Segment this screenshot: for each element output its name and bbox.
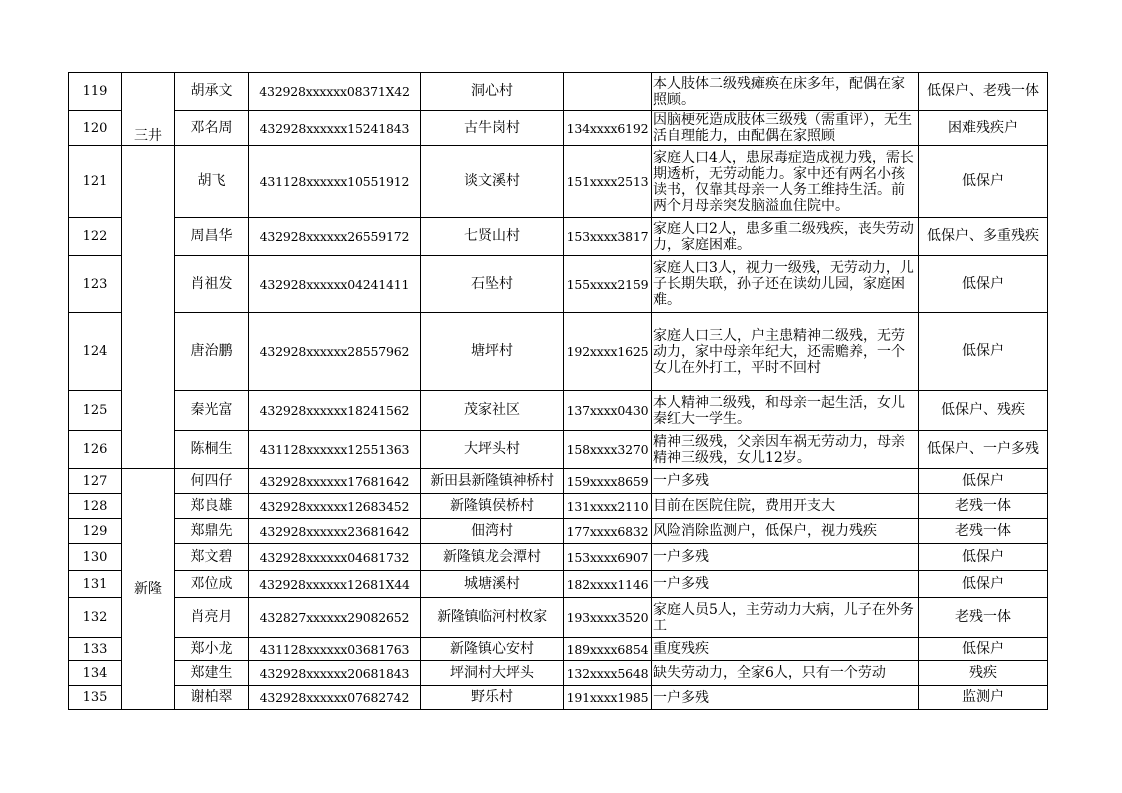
- note-cell: 家庭人员5人，主劳动力大病，儿子在外务工: [652, 598, 919, 638]
- name-cell: 陈桐生: [175, 431, 249, 469]
- town-cell-xinlong: 新隆: [122, 469, 175, 710]
- note-cell: 家庭人口三人，户主患精神二级残，无劳动力，家中母亲年纪大，还需赡养，一个女儿在外打工，平时不回村: [652, 313, 919, 391]
- table-row: [69, 519, 1048, 544]
- name-cell: 何四仔: [175, 469, 249, 494]
- note-cell: 精神三级残，父亲因车祸无劳动力，母亲精神三级残，女儿12岁。: [652, 431, 919, 469]
- row-number: 133: [69, 638, 122, 661]
- phone-cell: 177xxxx6832: [564, 519, 652, 544]
- row-number: 119: [69, 73, 122, 111]
- village-cell: 城塘溪村: [421, 571, 564, 598]
- town-cell-sanjing-cont: [122, 146, 175, 469]
- category-cell: 低保户: [919, 146, 1048, 218]
- id-cell: 432928xxxxxx17681642: [249, 469, 421, 494]
- village-cell: 佃湾村: [421, 519, 564, 544]
- table-row: [69, 686, 1048, 710]
- name-cell: 肖亮月: [175, 598, 249, 638]
- table-row: [69, 638, 1048, 661]
- category-cell: 监测户: [919, 686, 1048, 710]
- category-cell: 低保户、残疾: [919, 391, 1048, 431]
- phone-cell: 134xxxx6192: [564, 111, 652, 146]
- village-cell: 坪洞村大坪头: [421, 661, 564, 686]
- category-cell: 低保户: [919, 544, 1048, 571]
- name-cell: 唐治鹏: [175, 313, 249, 391]
- name-cell: 郑鼎先: [175, 519, 249, 544]
- phone-cell: 155xxxx2159: [564, 256, 652, 313]
- name-cell: 胡飞: [175, 146, 249, 218]
- note-cell: 本人精神二级残，和母亲一起生活，女儿秦红大一学生。: [652, 391, 919, 431]
- note-cell: 因脑梗死造成肢体三级残（需重评），无生活自理能力，由配偶在家照顾: [652, 111, 919, 146]
- note-cell: 一户多残: [652, 544, 919, 571]
- id-cell: 432928xxxxxx15241843: [249, 111, 421, 146]
- id-cell: 431128xxxxxx03681763: [249, 638, 421, 661]
- phone-cell: [564, 73, 652, 111]
- note-cell: 缺失劳动力，全家6人，只有一个劳动: [652, 661, 919, 686]
- row-number: 122: [69, 218, 122, 256]
- id-cell: 432928xxxxxx04241411: [249, 256, 421, 313]
- category-cell: 低保户、老残一体: [919, 73, 1048, 111]
- note-cell: 家庭人口4人，患尿毒症造成视力残，需长期透析，无劳动能力。家中还有两名小孩读书，仅靠其母亲一人务工维持生活。前两个月母亲突发脑溢血住院中。: [652, 146, 919, 218]
- note-cell: 一户多残: [652, 686, 919, 710]
- phone-cell: 191xxxx1985: [564, 686, 652, 710]
- category-cell: 低保户: [919, 638, 1048, 661]
- note-cell: 家庭人口2人，患多重二级残疾，丧失劳动力，家庭困难。: [652, 218, 919, 256]
- row-number: 123: [69, 256, 122, 313]
- note-cell: 重度残疾: [652, 638, 919, 661]
- name-cell: 秦光富: [175, 391, 249, 431]
- category-cell: 低保户、一户多残: [919, 431, 1048, 469]
- row-number: 129: [69, 519, 122, 544]
- row-number: 132: [69, 598, 122, 638]
- row-number: 121: [69, 146, 122, 218]
- table-row: [69, 571, 1048, 598]
- phone-cell: 153xxxx3817: [564, 218, 652, 256]
- table-row: [69, 73, 1048, 111]
- village-cell: 大坪头村: [421, 431, 564, 469]
- row-number: 128: [69, 494, 122, 519]
- village-cell: 石坠村: [421, 256, 564, 313]
- note-cell: 家庭人口3人，视力一级残，无劳动力，儿子长期失联，孙子还在读幼儿园，家庭困难。: [652, 256, 919, 313]
- village-cell: 新隆镇侯桥村: [421, 494, 564, 519]
- phone-cell: 182xxxx1146: [564, 571, 652, 598]
- town-cell-sanjing: 三井: [122, 73, 175, 146]
- village-cell: 洞心村: [421, 73, 564, 111]
- name-cell: 邓位成: [175, 571, 249, 598]
- records-table: [68, 72, 1048, 710]
- row-number: 131: [69, 571, 122, 598]
- note-cell: 一户多残: [652, 571, 919, 598]
- table-row: [69, 313, 1048, 391]
- phone-cell: 132xxxx5648: [564, 661, 652, 686]
- category-cell: 老残一体: [919, 494, 1048, 519]
- phone-cell: 158xxxx3270: [564, 431, 652, 469]
- category-cell: 老残一体: [919, 598, 1048, 638]
- table-row: [69, 494, 1048, 519]
- name-cell: 胡承文: [175, 73, 249, 111]
- row-number: 135: [69, 686, 122, 710]
- category-cell: 老残一体: [919, 519, 1048, 544]
- category-cell: 低保户: [919, 469, 1048, 494]
- category-cell: 低保户: [919, 256, 1048, 313]
- phone-cell: 153xxxx6907: [564, 544, 652, 571]
- id-cell: 432928xxxxxx26559172: [249, 218, 421, 256]
- table-row: [69, 146, 1048, 218]
- category-cell: 低保户、多重残疾: [919, 218, 1048, 256]
- phone-cell: 189xxxx6854: [564, 638, 652, 661]
- phone-cell: 193xxxx3520: [564, 598, 652, 638]
- village-cell: 谈文溪村: [421, 146, 564, 218]
- name-cell: 肖祖发: [175, 256, 249, 313]
- id-cell: 432928xxxxxx08371X42: [249, 73, 421, 111]
- name-cell: 郑小龙: [175, 638, 249, 661]
- category-cell: 困难残疾户: [919, 111, 1048, 146]
- row-number: 134: [69, 661, 122, 686]
- table-row: [69, 111, 1048, 146]
- village-cell: 新隆镇龙会潭村: [421, 544, 564, 571]
- table-row: [69, 256, 1048, 313]
- village-cell: 古牛岗村: [421, 111, 564, 146]
- name-cell: 郑良雄: [175, 494, 249, 519]
- id-cell: 432928xxxxxx23681642: [249, 519, 421, 544]
- phone-cell: 137xxxx0430: [564, 391, 652, 431]
- note-cell: 风险消除监测户，低保户，视力残疾: [652, 519, 919, 544]
- phone-cell: 131xxxx2110: [564, 494, 652, 519]
- table-row: [69, 598, 1048, 638]
- village-cell: 新隆镇心安村: [421, 638, 564, 661]
- id-cell: 432928xxxxxx18241562: [249, 391, 421, 431]
- village-cell: 塘坪村: [421, 313, 564, 391]
- row-number: 125: [69, 391, 122, 431]
- table-row: [69, 544, 1048, 571]
- id-cell: 432928xxxxxx20681843: [249, 661, 421, 686]
- id-cell: 432928xxxxxx28557962: [249, 313, 421, 391]
- category-cell: 残疾: [919, 661, 1048, 686]
- id-cell: 432928xxxxxx12681X44: [249, 571, 421, 598]
- note-cell: 一户多残: [652, 469, 919, 494]
- village-cell: 新田县新隆镇神桥村: [421, 469, 564, 494]
- name-cell: 谢柏翠: [175, 686, 249, 710]
- village-cell: 野乐村: [421, 686, 564, 710]
- phone-cell: 159xxxx8659: [564, 469, 652, 494]
- row-number: 124: [69, 313, 122, 391]
- phone-cell: 151xxxx2513: [564, 146, 652, 218]
- note-cell: 本人肢体二级残瘫痪在床多年，配偶在家照顾。: [652, 73, 919, 111]
- table-row: [69, 469, 1048, 494]
- village-cell: 七贤山村: [421, 218, 564, 256]
- id-cell: 432928xxxxxx04681732: [249, 544, 421, 571]
- name-cell: 郑文碧: [175, 544, 249, 571]
- id-cell: 431128xxxxxx12551363: [249, 431, 421, 469]
- table-row: [69, 218, 1048, 256]
- table-row: [69, 391, 1048, 431]
- table-row: [69, 431, 1048, 469]
- id-cell: 432827xxxxxx29082652: [249, 598, 421, 638]
- row-number: 120: [69, 111, 122, 146]
- table-row: [69, 661, 1048, 686]
- village-cell: 茂家社区: [421, 391, 564, 431]
- village-cell: 新隆镇临河村枚家: [421, 598, 564, 638]
- category-cell: 低保户: [919, 313, 1048, 391]
- row-number: 126: [69, 431, 122, 469]
- name-cell: 周昌华: [175, 218, 249, 256]
- category-cell: 低保户: [919, 571, 1048, 598]
- id-cell: 432928xxxxxx07682742: [249, 686, 421, 710]
- name-cell: 邓名周: [175, 111, 249, 146]
- id-cell: 431128xxxxxx10551912: [249, 146, 421, 218]
- id-cell: 432928xxxxxx12683452: [249, 494, 421, 519]
- note-cell: 目前在医院住院，费用开支大: [652, 494, 919, 519]
- row-number: 130: [69, 544, 122, 571]
- phone-cell: 192xxxx1625: [564, 313, 652, 391]
- name-cell: 郑建生: [175, 661, 249, 686]
- row-number: 127: [69, 469, 122, 494]
